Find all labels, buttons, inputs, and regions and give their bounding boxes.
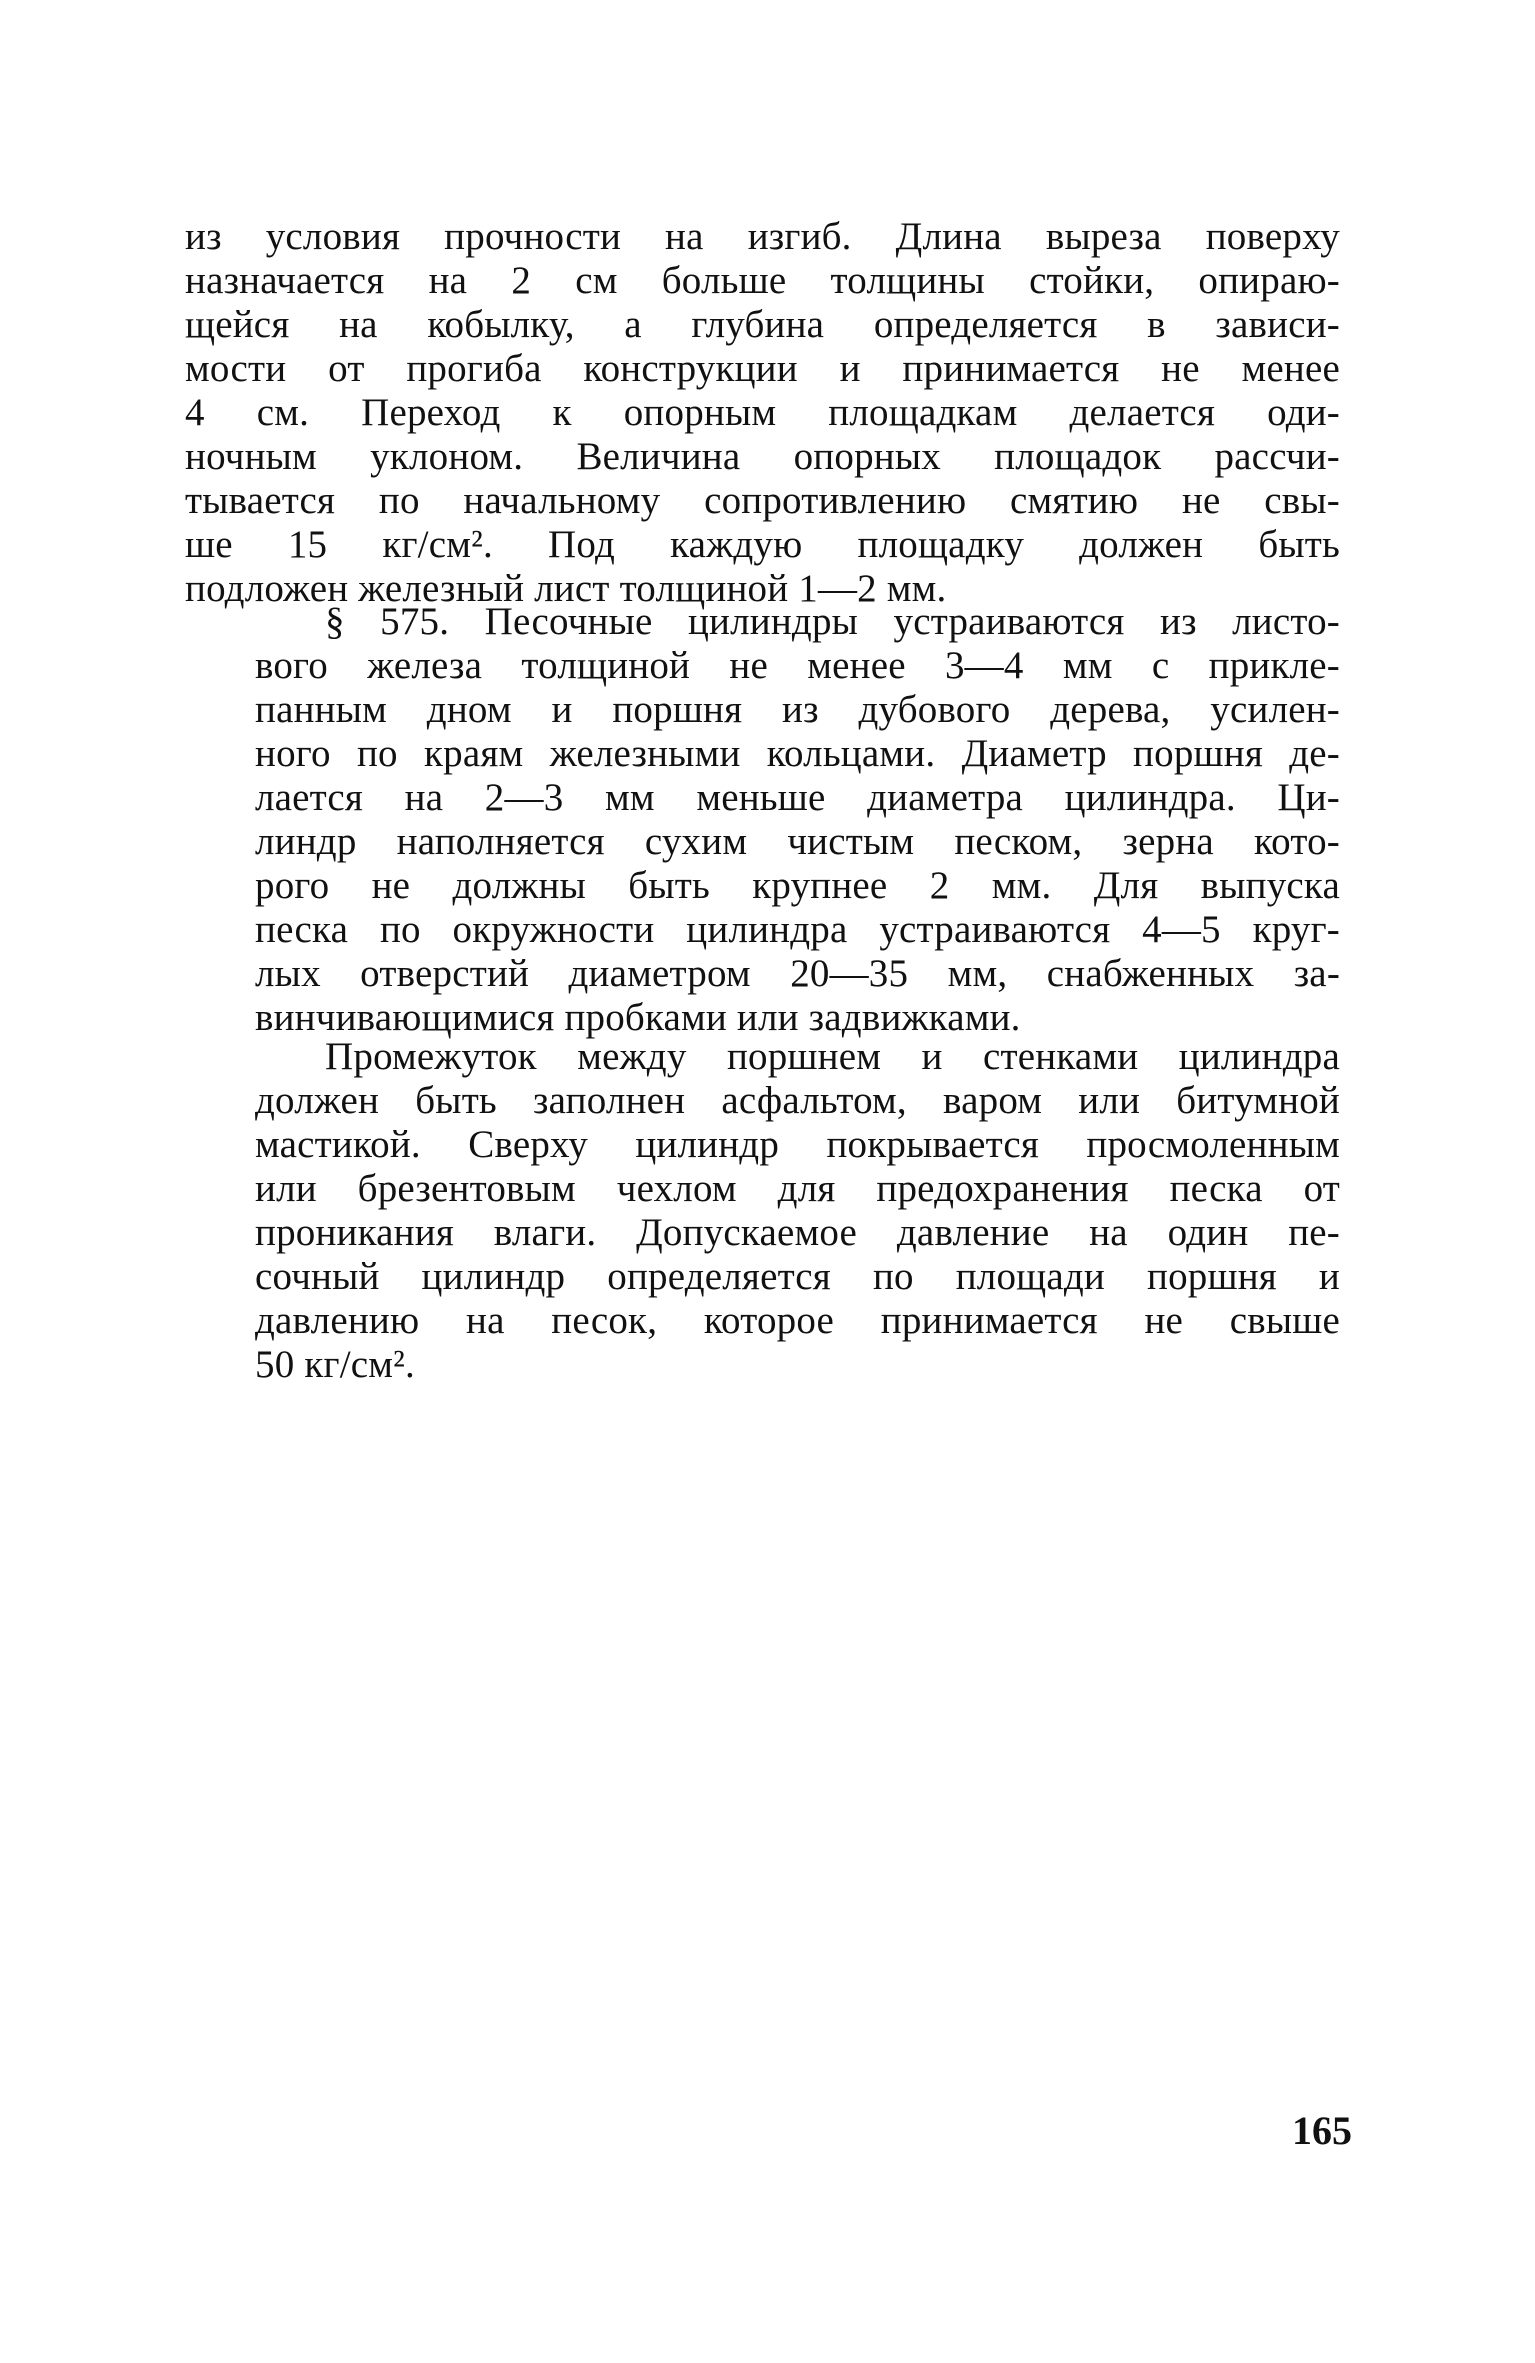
paragraph-1 [185, 215, 1340, 611]
text-line: проникания влаги. Допускаемое давление на один пе- [255, 1211, 1340, 1254]
text-line: § 575. Песочные цилиндры устраиваются из листо- [325, 600, 1340, 643]
text-line: 4 см. Переход к опорным площадкам делается оди- [185, 391, 1340, 434]
paragraph-2 [185, 600, 1340, 1040]
text-line: мости от прогиба конструкции и принимается не менее [185, 347, 1340, 390]
text-line: ночным уклоном. Величина опорных площадок рассчи- [185, 435, 1340, 478]
text-line: лается на 2—3 мм меньше диаметра цилиндра. Ци- [255, 776, 1340, 819]
text-line: рого не должны быть крупнее 2 мм. Для выпуска [255, 864, 1340, 907]
text-line: щейся на кобылку, а глубина определяется в зависи- [185, 303, 1340, 346]
text-line: мастикой. Сверху цилиндр покрывается просмоленным [255, 1123, 1340, 1166]
text-line: назначается на 2 см больше толщины стойки, опираю- [185, 259, 1340, 302]
text-line: ше 15 кг/см². Под каждую площадку должен быть [185, 523, 1340, 566]
text-line: или брезентовым чехлом для предохранения песка от [255, 1167, 1340, 1210]
text-line: 50 кг/см². [255, 1343, 415, 1386]
text-line: подложен железный лист толщиной 1—2 мм. [185, 567, 947, 610]
text-line: ного по краям железными кольцами. Диаметр поршня де- [255, 732, 1340, 775]
text-line: винчивающимися пробками или задвижками. [255, 996, 1021, 1039]
text-line: сочный цилиндр определяется по площади поршня и [255, 1255, 1340, 1298]
text-line: панным дном и поршня из дубового дерева, усилен- [255, 688, 1340, 731]
paragraph-3 [185, 1035, 1340, 1387]
text-line: лых отверстий диаметром 20—35 мм, снабженных за- [255, 952, 1340, 995]
text-line: песка по окружности цилиндра устраиваются 4—5 круг- [255, 908, 1340, 951]
text-line: тывается по начальному сопротивлению смятию не свы- [185, 479, 1340, 522]
text-line: Промежуток между поршнем и стенками цилиндра [325, 1035, 1340, 1078]
text-line: должен быть заполнен асфальтом, варом или битумной [255, 1079, 1340, 1122]
text-line: давлению на песок, которое принимается не свыше [255, 1299, 1340, 1342]
page-number: 165 [1292, 2108, 1352, 2153]
text-line: из условия прочности на изгиб. Длина выреза поверху [185, 215, 1340, 258]
text-line: вого железа толщиной не менее 3—4 мм с прикле- [255, 644, 1340, 687]
text-line: линдр наполняется сухим чистым песком, зерна кото- [255, 820, 1340, 863]
